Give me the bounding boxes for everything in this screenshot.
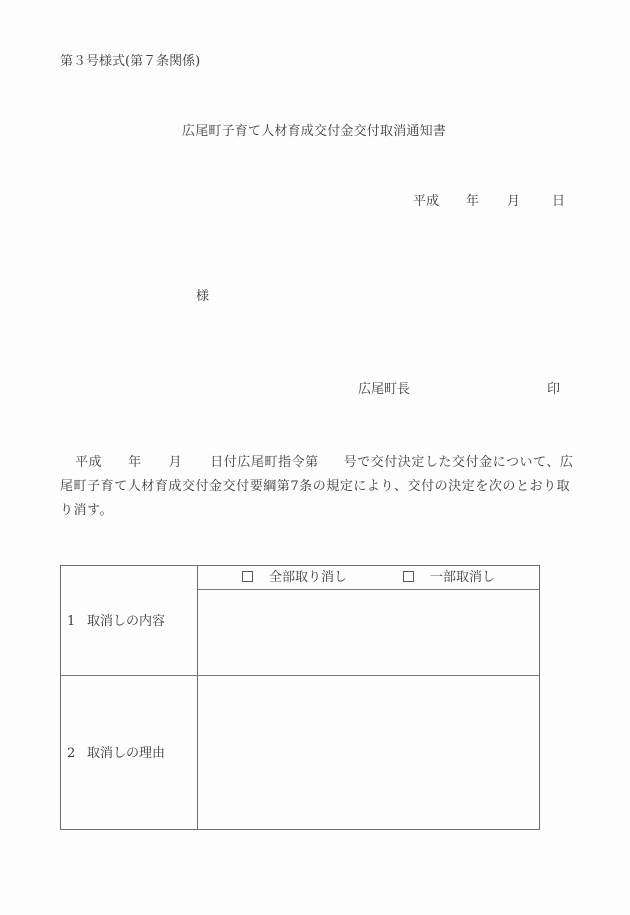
date-day-label: 日	[552, 194, 566, 209]
document-title: 広尾町子育て人材育成交付金交付取消通知書	[182, 124, 447, 139]
row-number: 1	[67, 614, 76, 629]
issue-date	[413, 195, 565, 208]
form-number: 第３号様式(第７条関係)	[60, 54, 201, 69]
row-number: 2	[67, 746, 76, 761]
body-directive-ref: 日付広尾町指令第	[210, 455, 319, 470]
option-label: 一部取消し	[430, 570, 496, 585]
body-era: 平成	[75, 455, 103, 470]
row-label-text: 取消しの内容	[87, 614, 166, 629]
cancellation-content-field[interactable]	[198, 590, 539, 675]
row-label-cancellation-content	[67, 615, 165, 628]
checkbox-icon[interactable]	[242, 571, 253, 582]
body-line-3: り消す。	[60, 503, 114, 518]
issuer-name: 広尾町長	[358, 382, 411, 397]
cancellation-table	[60, 565, 540, 830]
option-full-cancellation[interactable]	[242, 566, 347, 589]
checkbox-icon[interactable]	[403, 571, 414, 582]
cancellation-reason-field[interactable]	[198, 676, 539, 829]
date-month-label: 月	[507, 194, 521, 209]
body-line-1-rest: 号で交付決定した交付金について、広	[343, 455, 574, 470]
notice-body	[60, 451, 580, 523]
body-year-label: 年	[128, 455, 142, 470]
body-month-label: 月	[168, 455, 183, 470]
date-era: 平成	[413, 194, 440, 209]
row-label-text: 取消しの理由	[87, 746, 166, 761]
seal-mark: 印	[547, 382, 561, 397]
cancellation-type-options	[198, 566, 539, 589]
body-line-1	[60, 451, 580, 475]
date-year-label: 年	[466, 194, 480, 209]
body-line-2: 尾町子育て人材育成交付金交付要綱第7条の規定により、交付の決定を次のとおり取	[60, 479, 571, 494]
option-partial-cancellation[interactable]	[403, 566, 495, 589]
option-label: 全部取り消し	[269, 570, 348, 585]
addressee-honorific: 様	[196, 289, 210, 304]
row-label-cancellation-reason	[67, 747, 165, 760]
